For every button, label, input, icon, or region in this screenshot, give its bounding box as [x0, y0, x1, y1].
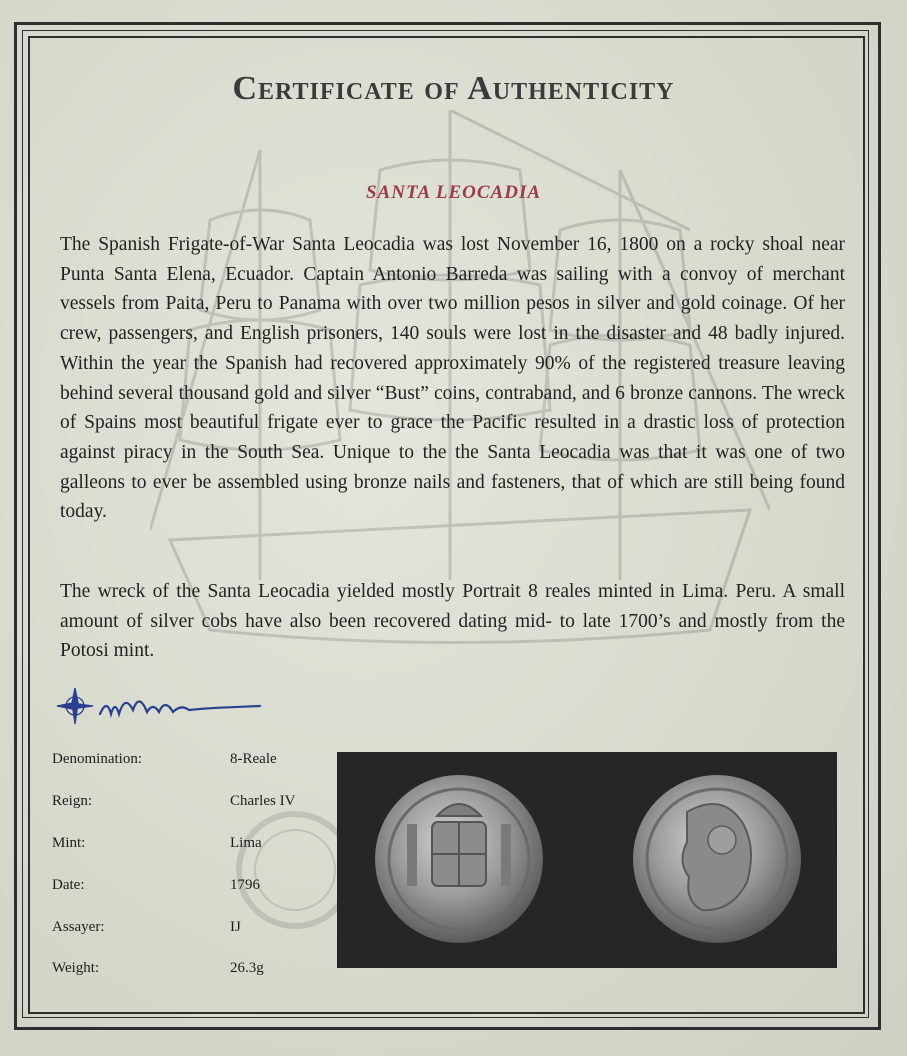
coin-reverse: [375, 775, 543, 943]
spec-value-date: 1796: [230, 877, 260, 893]
ship-name-heading: SANTA LEOCADIA: [365, 182, 542, 203]
history-paragraph: The Spanish Frigate-of-War Santa Leocadia was lost November 16, 1800 on a rocky shoal near Punta Santa Elena, Ecuador. Captain Antonio Barreda was sailing with a convoy of merchant vessels from Paita, Peru to Panama with over two million pesos in silver and gold coinage. Of her crew, passengers, and English prisoners, 140 souls were lost in the disaster and 48 badly injured. Within the year the Spanish had recovered approximately 90% of the registered treasure leaving behind several thousand gold and silver “Bust” coins, contraband, and 6 bronze cannons. The wreck of Spains most beautiful frigate ever to grace the Pacific resulted in a drastic loss of protection against piracy in the South Sea. Unique to the the Santa Leocadia was that it was one of two galleons to ever be assembled using bronze nails and fasteners, that of which are still being found today.: [60, 234, 845, 523]
spec-label-date: Date:: [52, 877, 85, 893]
coin-photo: [337, 752, 837, 968]
spec-value-denomination: 8-Reale: [230, 751, 277, 767]
certificate-title: Certificate of Authenticity: [232, 70, 675, 107]
signature: [55, 680, 275, 730]
compass-rose-icon: [57, 688, 93, 724]
coins-paragraph: The wreck of the Santa Leocadia yielded mostly Portrait 8 reales minted in Lima. Peru. A small amount of silver cobs have also been recovered dating mid- to late 1700’s and mostly from the Potosi mint.: [60, 581, 845, 662]
spec-value-weight: 26.3g: [230, 960, 264, 976]
spec-value-assayer: IJ: [230, 919, 241, 935]
spec-label-assayer: Assayer:: [52, 919, 105, 935]
spec-label-weight: Weight:: [52, 960, 100, 976]
spec-label-reign: Reign:: [52, 793, 92, 809]
coin-obverse: [633, 775, 801, 943]
spec-value-reign: Charles IV: [230, 793, 296, 809]
spec-value-mint: Lima: [230, 835, 262, 851]
spec-label-mint: Mint:: [52, 835, 86, 851]
spec-label-denomination: Denomination:: [52, 751, 142, 767]
